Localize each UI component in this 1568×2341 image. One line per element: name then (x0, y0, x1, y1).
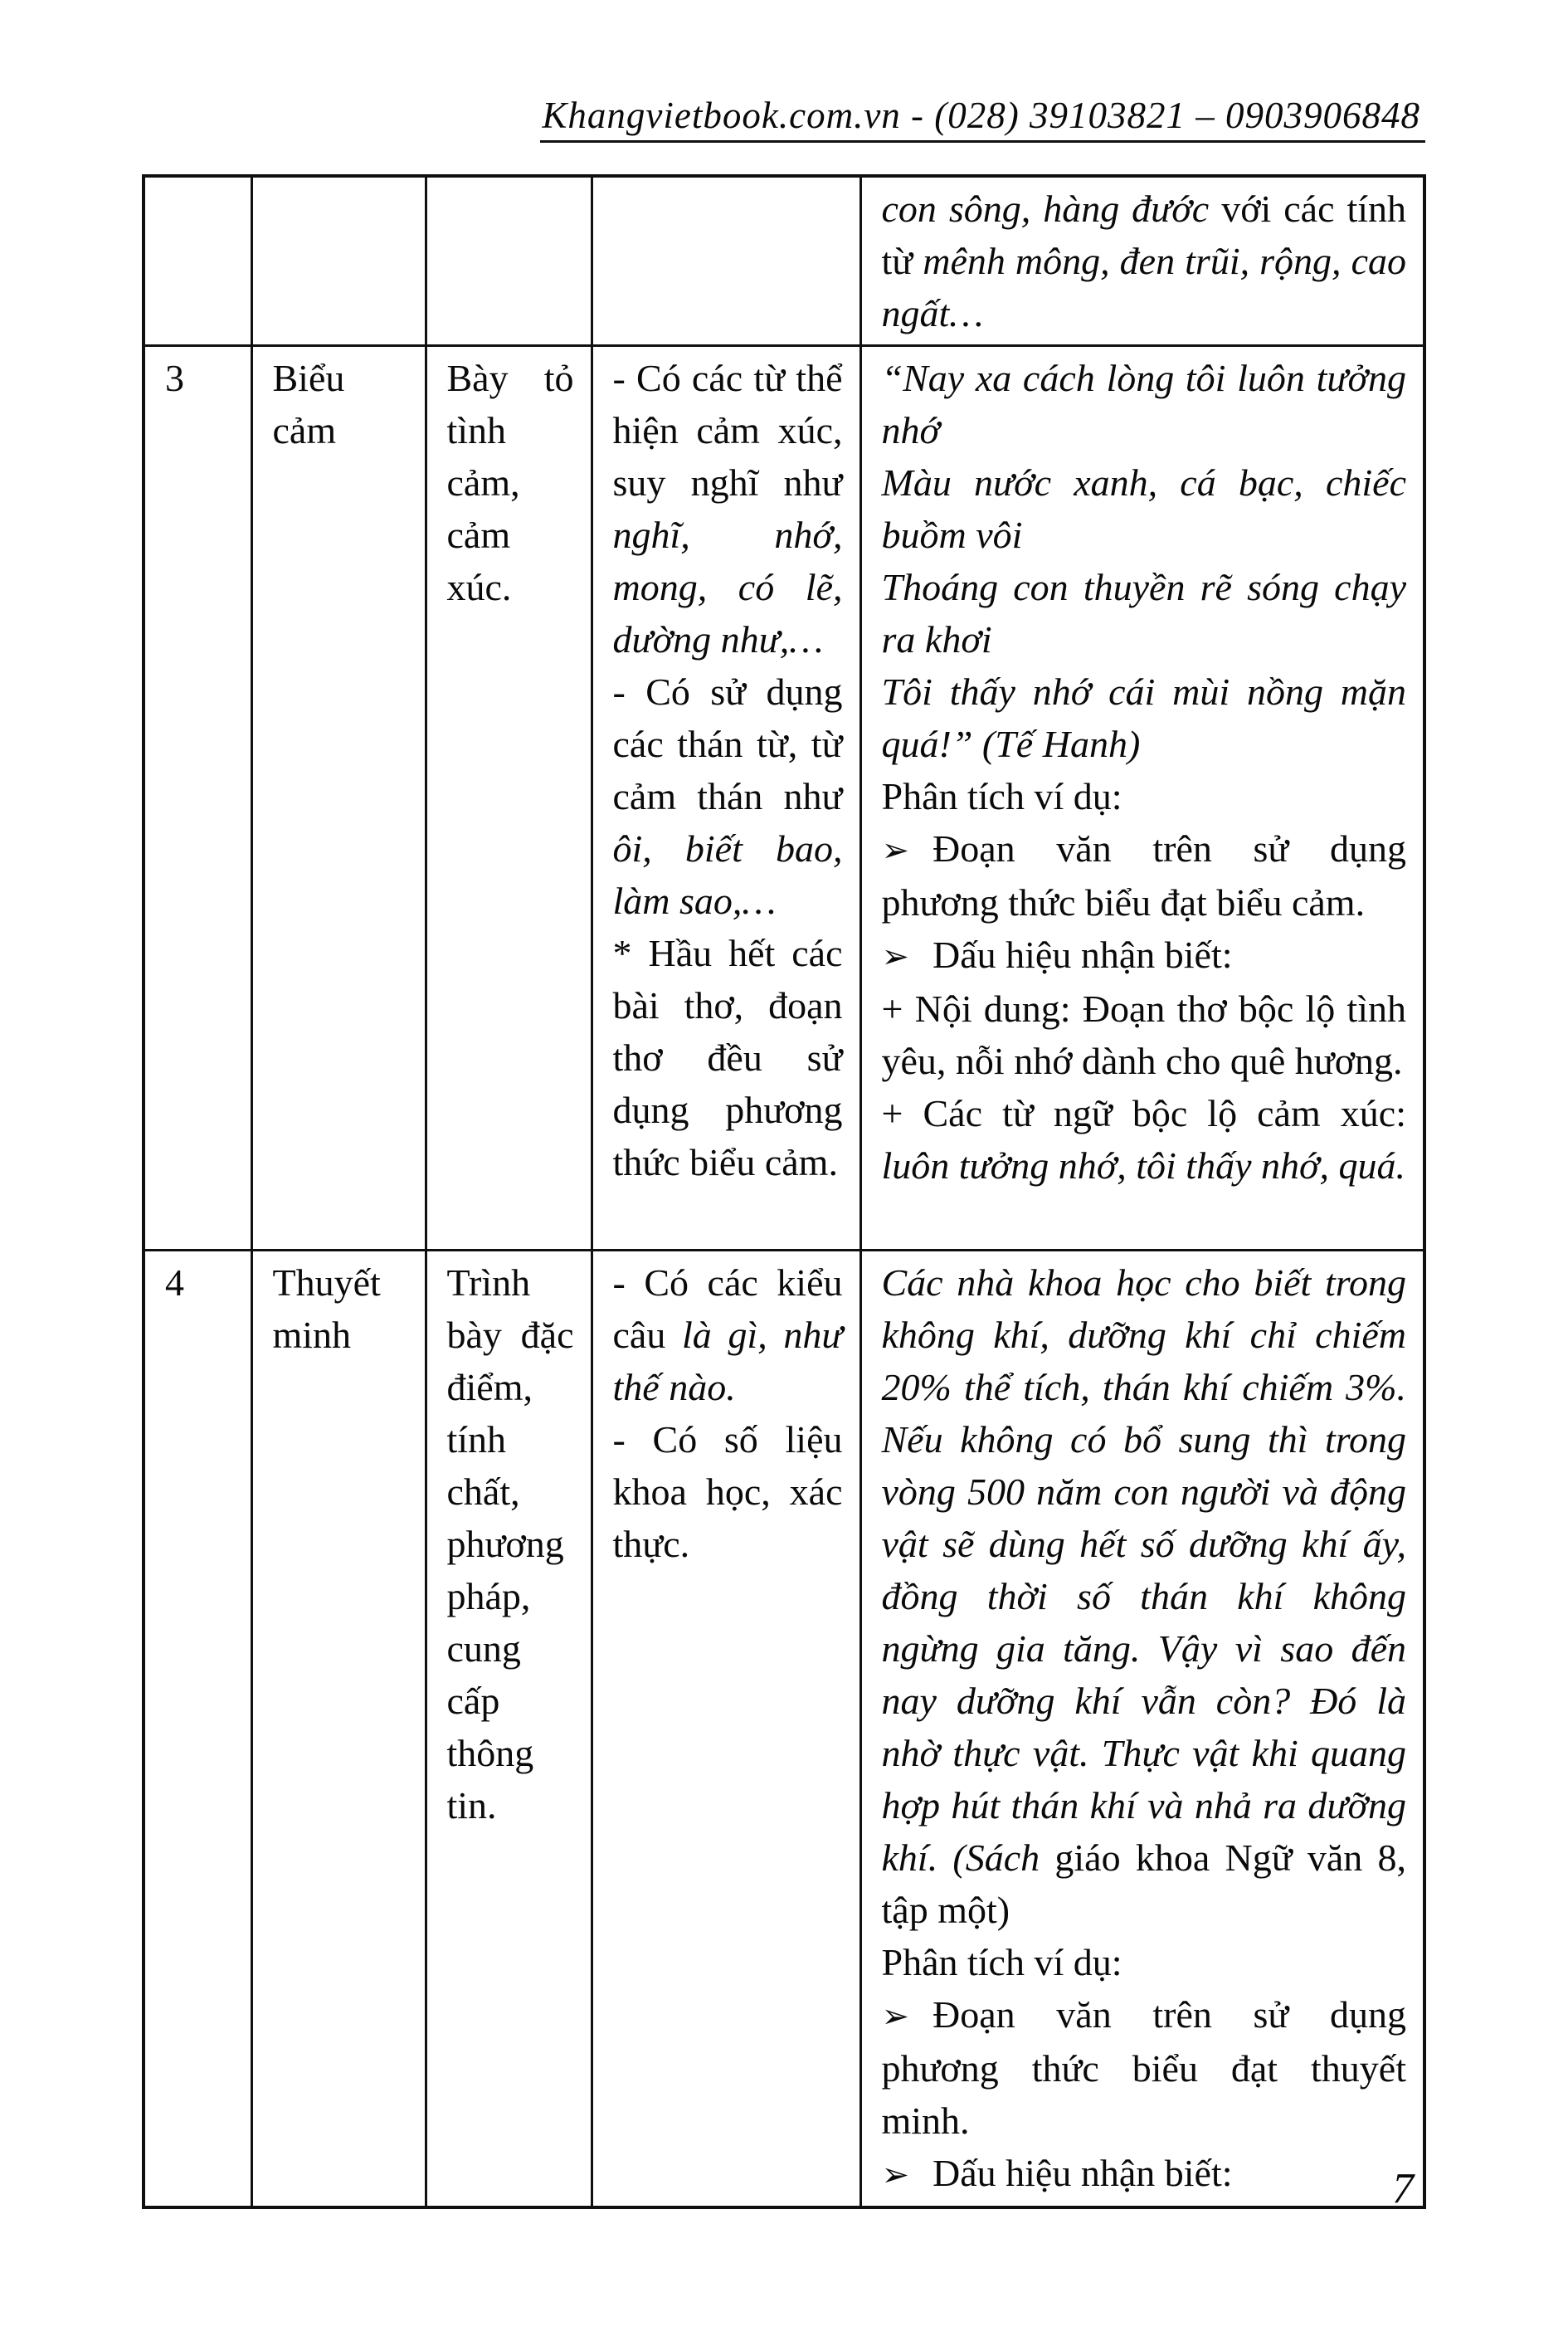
sign-paragraph (613, 666, 843, 927)
sign-run-italic: ôi, biết bao, làm sao,… (612, 827, 843, 922)
sign-run-regular: - Có số liệu khoa học, xác thực. (612, 1418, 843, 1565)
cell-purpose: Trình bày đặc điểm, tính chất, phương pháp, cung cấp thông tin. (426, 1251, 592, 2208)
note-run-regular: + Các từ ngữ bộc lộ cảm xúc: (881, 1092, 1406, 1134)
sign-run-regular: * Hầu hết các bài thơ, đoạn thơ đều sử dụng phương thức biểu cảm. (612, 932, 843, 1183)
cell-method-name: Thuyết minh (251, 1251, 426, 2208)
analysis-heading: Phân tích ví dụ: (881, 775, 1122, 817)
sign-run-regular: - Có các từ thể hiện cảm xúc, suy nghĩ như (612, 357, 843, 504)
table-row-bieu-cam (144, 346, 1424, 1251)
cell-signs (592, 1251, 860, 2208)
bullet-text: Đoạn văn trên sử dụng phương thức biểu đạt biểu cảm. (881, 827, 1406, 924)
sign-run-regular: - Có sử dụng các thán từ, từ cảm thán như (612, 671, 843, 817)
bullet-item (882, 822, 1407, 929)
arrowhead-bullet-icon: ➢ (881, 938, 910, 975)
sign-paragraph (613, 927, 843, 1188)
example-run-italic: mênh mông, đen trũi, rộng, cao ngất… (881, 240, 1406, 334)
table-row-continuation (144, 176, 1424, 346)
sign-paragraph (613, 1413, 843, 1570)
site-header (540, 95, 1425, 143)
bullet-text: Dấu hiệu nhận biết: (933, 934, 1233, 976)
poem-line: Màu nước xanh, cá bạc, chiếc buồm vôi (881, 461, 1406, 556)
bullet-item (882, 2147, 1407, 2201)
header-title: Khangvietbook.com.vn - (028) 39103821 – 0903906848 (540, 95, 1425, 143)
cell-example (860, 346, 1424, 1251)
analysis-heading: Phân tích ví dụ: (881, 1941, 1122, 1983)
arrowhead-bullet-icon: ➢ (881, 832, 910, 869)
bullet-text: Đoạn văn trên sử dụng phương thức biểu đạt thuyết minh. (881, 1993, 1406, 2142)
cell-signs (592, 346, 860, 1251)
cell-index-empty (144, 176, 251, 346)
expression-methods-table (142, 174, 1426, 2209)
page-number: 7 (1392, 2165, 1414, 2212)
cell-signs-empty (592, 176, 860, 346)
passage-run-regular: giáo khoa Ngữ văn 8, tập một) (881, 1836, 1407, 1931)
cell-method-empty (251, 176, 426, 346)
note-paragraph (882, 1087, 1407, 1192)
cell-purpose-empty (426, 176, 592, 346)
note-run-italic: luôn tưởng nhớ, tôi thấy nhớ, quá. (881, 1144, 1406, 1187)
poem-line: Thoáng con thuyền rẽ sóng chạy ra khơi (881, 566, 1406, 661)
arrowhead-bullet-icon: ➢ (881, 2156, 910, 2193)
sign-run-italic: nghĩ, nhớ, mong, có lẽ, dường như,… (612, 514, 843, 661)
sign-run-italic: là gì, như thế nào. (612, 1314, 843, 1408)
cell-index: 3 (144, 346, 251, 1251)
example-passage (882, 1256, 1407, 1936)
arrowhead-bullet-icon: ➢ (881, 1997, 910, 2035)
cell-example (860, 1251, 1424, 2208)
sign-paragraph (613, 1256, 843, 1413)
example-run-regular: với các tính từ (881, 188, 1407, 282)
example-paragraph (882, 183, 1407, 339)
cell-purpose: Bày tỏ tình cảm, cảm xúc. (426, 346, 592, 1251)
poem-line: Tôi thấy nhớ cái mùi nồng mặn quá!” (Tế Hanh) (881, 671, 1406, 765)
poem-line: “Nay xa cách lòng tôi luôn tưởng nhớ (881, 357, 1406, 451)
sign-run-regular: - Có các kiểu câu (612, 1261, 843, 1356)
passage-run-italic: Các nhà khoa học cho biết trong không khí, dưỡng khí chỉ chiếm 20% thể tích, thán khí chiếm 3%. Nếu không có bổ sung thì trong vòng 500 năm con người và động vật sẽ dùng hết số dưỡng khí ấy, đồng thời số thán khí không ngừng gia tăng. Vậy vì sao đến nay dưỡng khí vẫn còn? Đó là nhờ thực vật. Thực vật khi quang hợp hút thán khí và nhả ra dưỡng khí. (Sách (881, 1261, 1406, 1879)
cell-example-continuation (860, 176, 1424, 346)
bullet-text: Dấu hiệu nhận biết: (933, 2152, 1233, 2194)
sign-paragraph (613, 352, 843, 666)
cell-index: 4 (144, 1251, 251, 2208)
note-paragraph: + Nội dung: Đoạn thơ bộc lộ tình yêu, nỗi nhớ dành cho quê hương. (881, 988, 1406, 1082)
bullet-item (882, 1988, 1407, 2147)
table-row-thuyet-minh (144, 1251, 1424, 2208)
bullet-item (882, 929, 1407, 983)
cell-method-name: Biểu cảm (251, 346, 426, 1251)
example-run-italic: con sông, hàng đước (881, 188, 1222, 230)
